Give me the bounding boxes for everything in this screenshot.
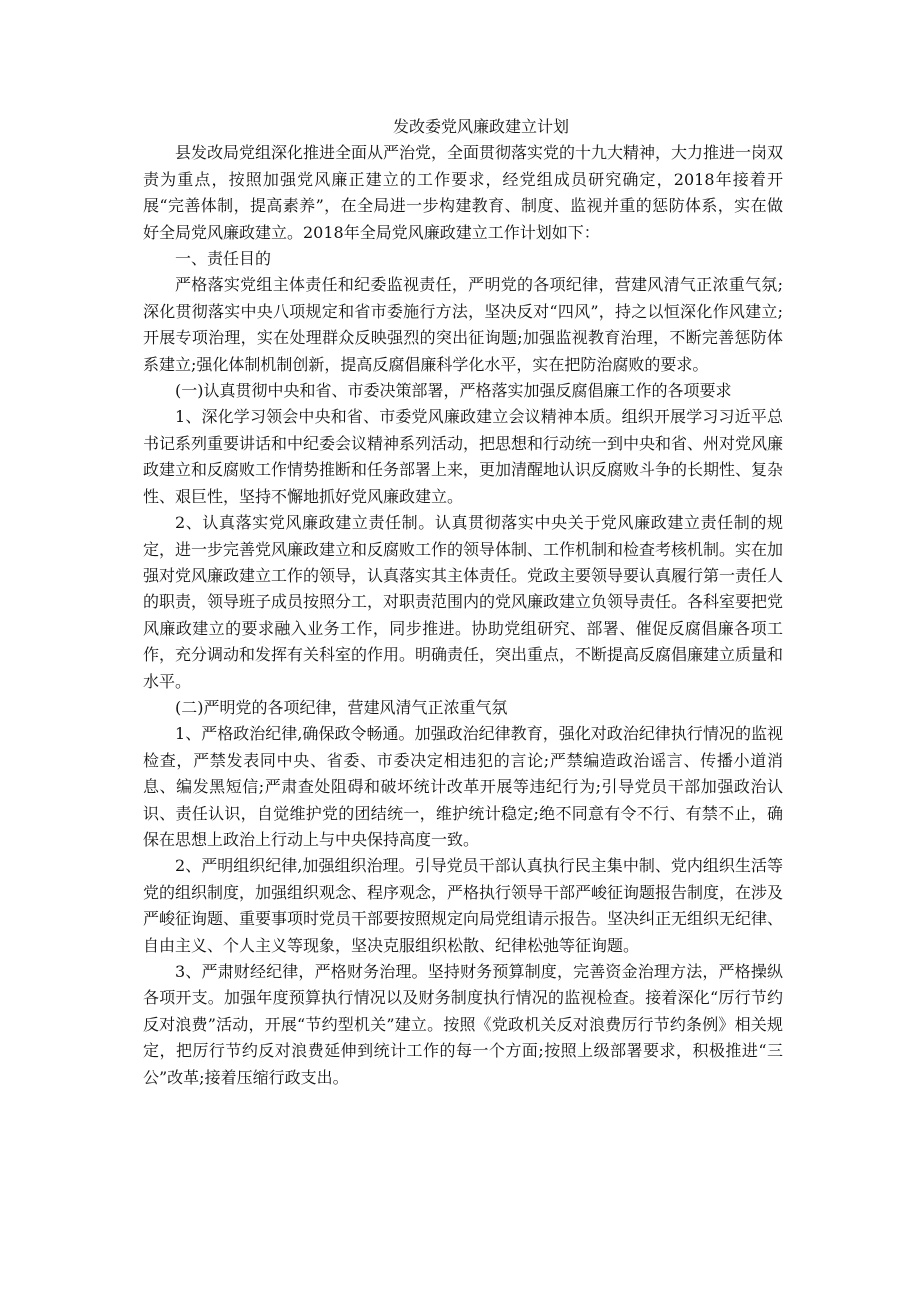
paragraph-organizational-discipline: 2、严明组织纪律,加强组织治理。引导党员干部认真执行民主集中制、党内组织生活等党的组织制度，加强组织观念、程序观念，严格执行领导干部严峻征询题报告制度，在涉及严峻征询题、重要事项时党员干部要按照规定向局党组请示报告。坚决纠正无组织无纪律、自由主义、个人主义等现象，坚决克服组织松散、纪律松弛等征询题。 <box>143 856 784 955</box>
paragraph-goal-summary: 严格落实党组主体责任和纪委监视责任，严明党的各项纪律，营建风清气正浓重气氛;深化贯彻落实中央八项规定和省市委施行方法，坚决反对“四风”，持之以恒深化作风建立;开展专项治理，实在处理群众反映强烈的突出征询题;加强监视教育治理，不断完善惩防体系建立;强化体制机制创新，提高反腐倡廉科学化水平，实在把防治腐败的要求。 <box>143 275 783 374</box>
paragraph-item-1-study: 1、深化学习领会中央和省、市委党风廉政建立会议精神本质。组织开展学习习近平总书记系列重要讲话和中纪委会议精神系列活动，把思想和行动统一到中央和省、州对党风廉政建立和反腐败工作情势推断和任务部署上来，更加清醒地认识反腐败斗争的长期性、复杂性、艰巨性，坚持不懈地抓好党风廉政建立。 <box>143 407 784 506</box>
intro-paragraph: 县发改局党组深化推进全面从严治党，全面贯彻落实党的十九大精神，大力推进一岗双责为重点，按照加强党风廉正建立的工作要求，经党组成员研究确定，2018年接着开展“完善体制，提高素养”，在全局进一步构建教育、制度、监视并重的惩防体系，实在做好全局党风廉政建立。2018年全局党风廉政建立工作计划如下： <box>143 143 784 242</box>
paragraph-financial-discipline: 3、严肃财经纪律，严格财务治理。坚持财务预算制度，完善资金治理方法，严格操纵各项开支。加强年度预算执行情况以及财务制度执行情况的监视检查。接着深化“厉行节约反对浪费”活动，开展“节约型机关”建立。按照《党政机关反对浪费厉行节约条例》相关规定，把厉行节约反对浪费延伸到统计工作的每一个方面;按照上级部署要求，积极推进“三公”改革;接着压缩行政支出。 <box>143 962 783 1087</box>
section-heading-responsibility-goal: 一、责任目的 <box>175 249 272 269</box>
document-title: 发改委党风廉政建立计划 <box>392 117 569 136</box>
subheading-implement-central-decisions: (一)认真贯彻中央和省、市委决策部署，严格落实加强反腐倡廉工作的各项要求 <box>175 381 732 401</box>
paragraph-item-2-responsibility-system: 2、认真落实党风廉政建立责任制。认真贯彻落实中央关于党风廉政建立责任制的规定，进一步完善党风廉政建立和反腐败工作的领导体制、工作机制和检查考核机制。实在加强对党风廉政建立工作的领导，认真落实其主体责任。党政主要领导要认真履行第一责任人的职责，领导班子成员按照分工，对职责范围内的党风廉政建立负领导责任。各科室要把党风廉政建立的要求融入业务工作，同步推进。协助党组研究、部署、催促反腐倡廉各项工作，充分调动和发挥有关科室的作用。明确责任，突出重点，不断提高反腐倡廉建立质量和水平。 <box>143 513 784 691</box>
document-page <box>143 114 783 1091</box>
paragraph-political-discipline: 1、严格政治纪律,确保政令畅通。加强政治纪律教育，强化对政治纪律执行情况的监视检查，严禁发表同中央、省委、市委决定相违犯的言论;严禁编造政治谣言、传播小道消息、编发黑短信;严肃查处阻碍和破坏统计改革开展等违纪行为;引导党员干部加强政治认识、责任认识，自觉维护党的团结统一，维护统计稳定;绝不同意有令不行、有禁不止，确保在思想上政治上行动上与中央保持高度一致。 <box>143 724 783 849</box>
subheading-strict-party-discipline: (二)严明党的各项纪律，营建风清气正浓重气氛 <box>175 697 508 717</box>
